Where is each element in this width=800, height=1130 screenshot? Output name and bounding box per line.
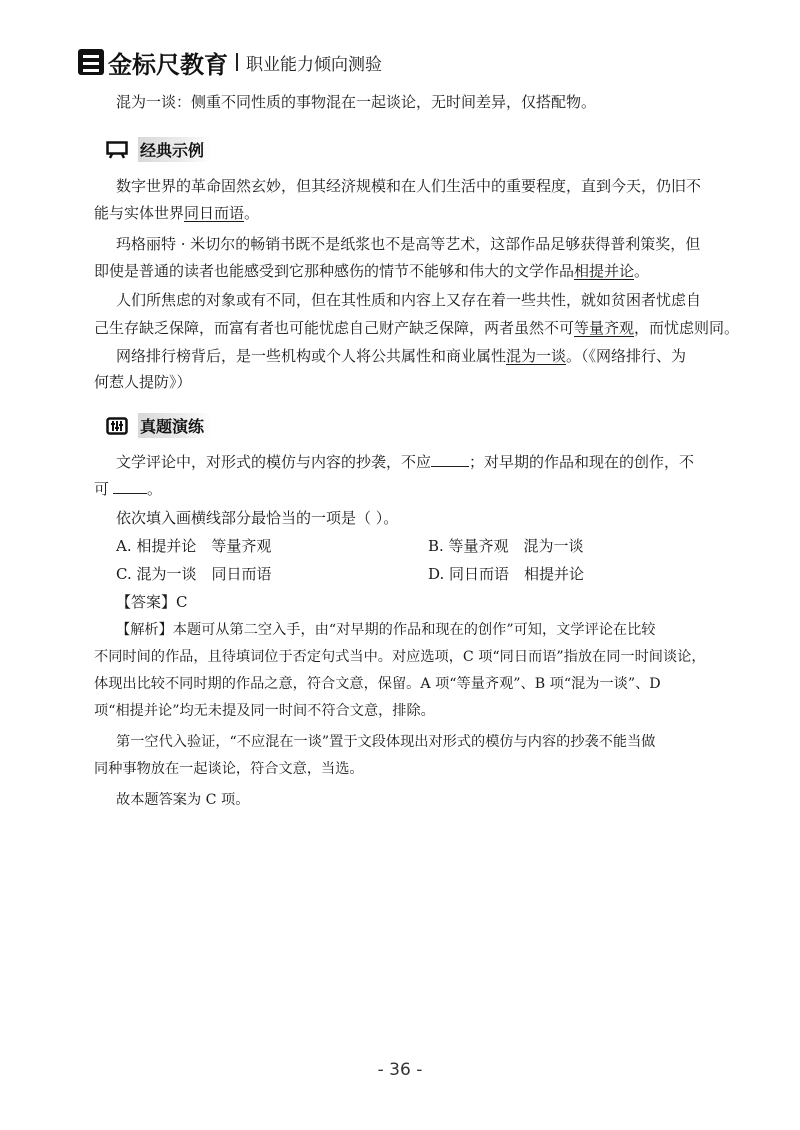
- text-span: ，而忧虑则同。: [634, 319, 740, 337]
- option-c: C. 混为一谈 同日而语: [116, 565, 272, 583]
- question-line-2: [94, 479, 162, 499]
- text-span: 能与实体世界: [94, 204, 185, 222]
- analysis-line-6: 同种事物放在一起谈论，符合文意，当选。: [94, 761, 364, 777]
- option-a: A. 相提并论 等量齐观: [116, 537, 272, 555]
- option-d: D. 同日而语 相提并论: [428, 565, 585, 583]
- example-1-line-2: [94, 203, 259, 223]
- question-line-1: [116, 452, 694, 472]
- idiom-underlined: 等量齐观: [574, 319, 635, 337]
- analysis-line-7: 故本题答案为 C 项。: [116, 792, 250, 808]
- analysis-line-3: 体现出比较不同时期的作品之意，符合文意，保留。A 项“等量齐观”、B 项“混为一谈”、D: [94, 676, 661, 692]
- text-span: 。: [244, 204, 260, 222]
- definition-text: 混为一谈：侧重不同性质的事物混在一起谈论，无时间差异，仅搭配物。: [116, 93, 597, 111]
- analysis-line-1: 【解析】本题可从第二空入手，由“对早期的作品和现在的创作”可知，文学评论在比较: [116, 622, 656, 638]
- text-span: 网络排行榜背后，是一些机构或个人将公共属性和商业属性: [116, 347, 507, 365]
- header-subtitle: 职业能力倾向测验: [246, 54, 382, 75]
- text-span: 。: [634, 262, 650, 280]
- text-span: 己生存缺乏保障，而富有者也可能忧虑自己财产缺乏保障，两者虽然不可: [94, 319, 575, 337]
- section-practice-header: [106, 413, 212, 438]
- presentation-board-icon: [106, 141, 128, 159]
- text-span: ；对早期的作品和现在的创作，不: [469, 453, 695, 471]
- example-1-line-1: 数字世界的革命固然玄妙，但其经济规模和在人们生活中的重要程度，直到今天，仍旧不: [116, 177, 702, 195]
- idiom-underlined: 相提并论: [574, 262, 635, 280]
- example-3-line-2: [94, 318, 739, 338]
- equalizer-icon: [106, 417, 128, 435]
- text-span: 可: [94, 480, 110, 498]
- page-number: - 36 -: [377, 1060, 423, 1080]
- example-4-line-2: 何惹人提防》）: [94, 373, 192, 391]
- option-b: B. 等量齐观 混为一谈: [428, 537, 584, 555]
- fill-blank-2: [113, 479, 147, 494]
- fill-blank-1: [431, 452, 469, 467]
- analysis-line-4: 项“相提并论”均无未提及同一时间不符合文意，排除。: [94, 703, 435, 719]
- example-4-line-1: [116, 346, 686, 366]
- section-examples-title: 经典示例: [138, 137, 212, 162]
- text-span: 文学评论中，对形式的模仿与内容的抄袭，不应: [116, 453, 432, 471]
- answer-line: 【答案】C: [116, 593, 188, 611]
- text-span: 即使是普通的读者也能感受到它那种感伤的情节不能够和伟大的文学作品: [94, 262, 575, 280]
- text-span: 。（《网络排行、为: [566, 347, 687, 365]
- brand-name: 金标尺教育: [108, 50, 228, 79]
- section-practice-title: 真题演练: [138, 413, 212, 438]
- text-span: 。: [147, 480, 163, 498]
- analysis-line-5: 第一空代入验证，“不应混在一谈”置于文段体现出对形式的模仿与内容的抄袭不能当做: [116, 734, 656, 750]
- brand-logo-icon: [78, 49, 104, 75]
- section-examples-header: [106, 137, 212, 162]
- example-2-line-1: 玛格丽特 · 米切尔的畅销书既不是纸浆也不是高等艺术，这部作品足够获得普利策奖，但: [116, 235, 701, 253]
- example-2-line-2: [94, 261, 649, 281]
- idiom-underlined: 混为一谈: [506, 347, 567, 365]
- analysis-line-2: 不同时间的作品，且待填词位于否定句式当中。对应选项，C 项“同日而语”指放在同一时间谈论，: [94, 649, 706, 665]
- page-header: [78, 44, 382, 80]
- example-3-line-1: 人们所焦虑的对象或有不同，但在其性质和内容上又存在着一些共性，就如贫困者忧虑自: [116, 291, 702, 309]
- header-divider: [236, 53, 238, 71]
- idiom-underlined: 同日而语: [184, 204, 245, 222]
- question-instruction: 依次填入画横线部分最恰当的一项是（ ）。: [116, 509, 399, 527]
